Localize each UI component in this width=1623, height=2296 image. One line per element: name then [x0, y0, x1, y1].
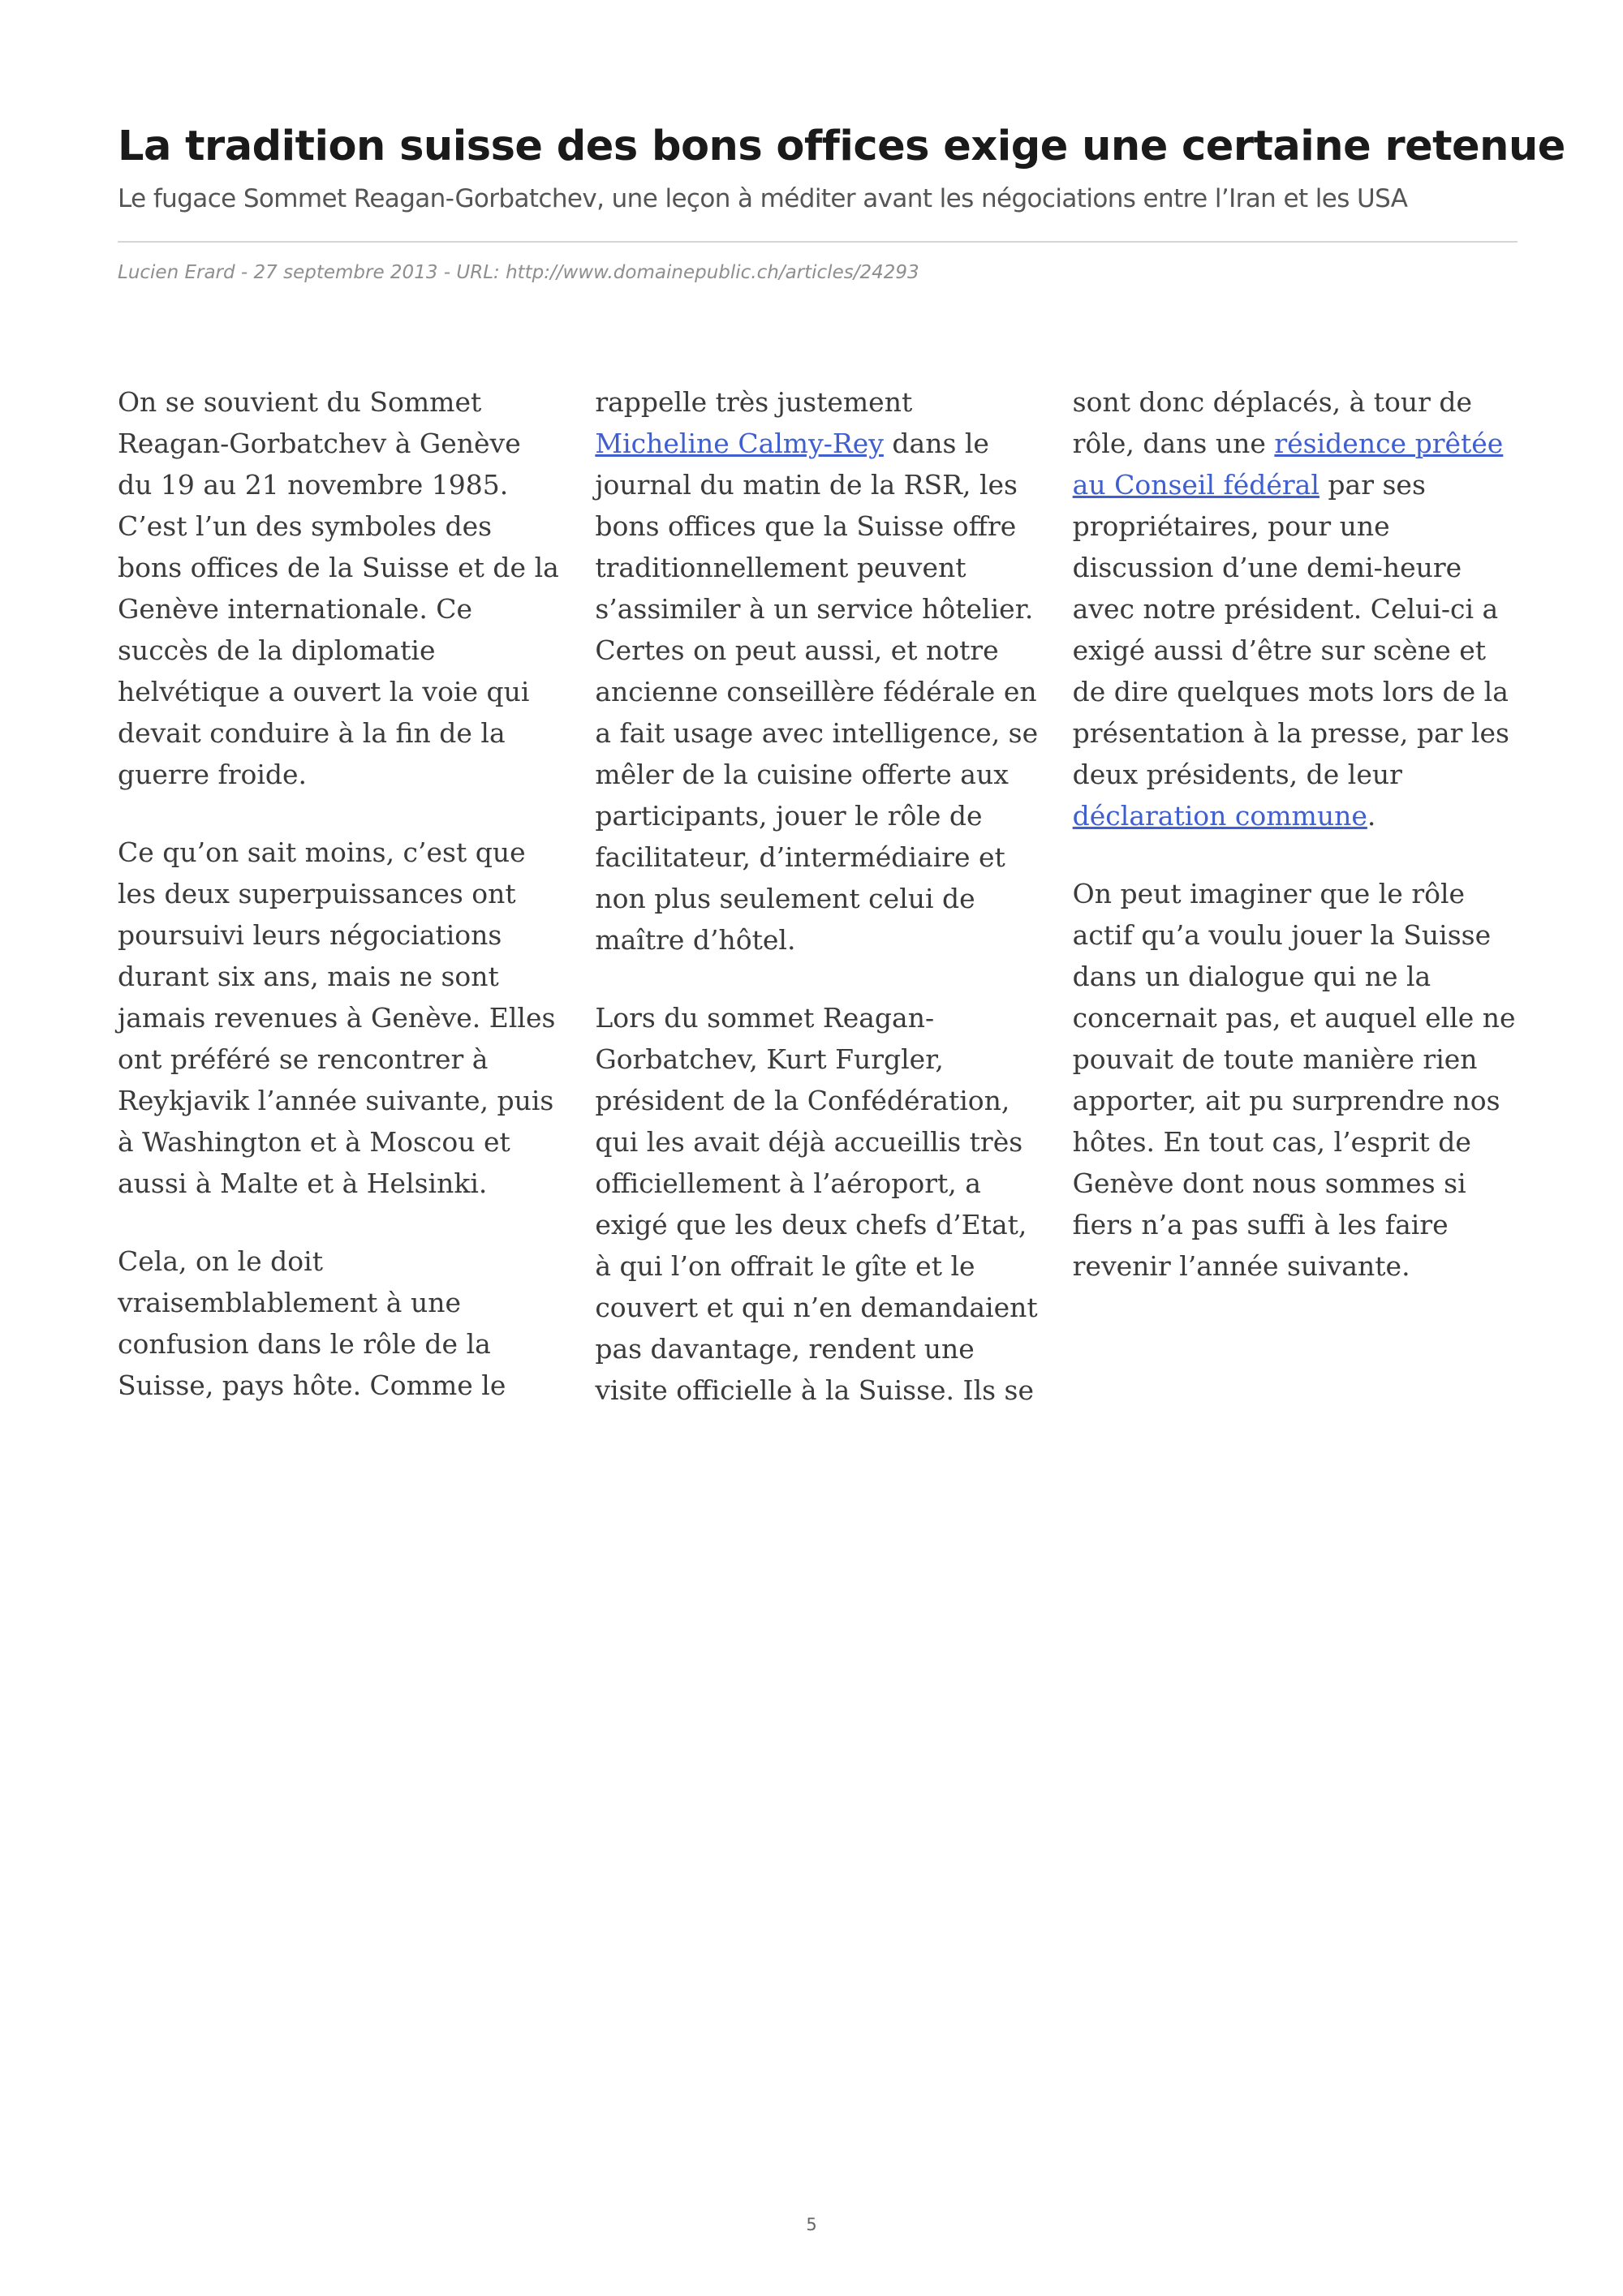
paragraph-2: Ce qu’on sait moins, c’est que les deux superpuissances ont poursuivi leurs négociations durant six ans, mais ne sont jamais revenues à Genève. Elles ont préféré se rencontrer à Reykjavik l’année suivante, puis à Washington et à Moscou et aussi à Malte et à Helsinki.	[118, 836, 556, 1199]
article-subtitle: Le fugace Sommet Reagan-Gorbatchev, une leçon à méditer avant les négociations entre l’Iran et les USA	[118, 184, 1408, 214]
paragraph-4-text-a: Lors du sommet Reagan-Gorbatchev, Kurt Furgler, président de la Confédération, qui les avait déjà accueillis très officiellement à l’aéroport, a exigé que les deux chefs d’Etat, à qui l’on offrait le gîte et le couvert et qui n’en demandaient pas davantage, rendent une visite officielle à la Suisse. Ils se sont donc déplacés, à tour de rôle, dans une	[595, 386, 1473, 1406]
article	[118, 122, 1565, 1406]
article-meta: Lucien Erard - 27 septembre 2013 - URL: http://www.domainepublic.ch/articles/24293	[118, 262, 919, 284]
paragraph-1: On se souvient du Sommet Reagan-Gorbatchev à Genève du 19 au 21 novembre 1985. C’est l’un des symboles des bons offices de la Suisse et de la Genève internationale. Ce succès de la diplomatie helvétique a ouvert la voie qui devait conduire à la fin de la guerre froide.	[118, 386, 559, 790]
link-declaration-commune[interactable]: déclaration commune	[1072, 800, 1367, 832]
link-calmy-rey[interactable]: Micheline Calmy-Rey	[595, 428, 884, 459]
header-divider	[118, 241, 1518, 243]
paragraph-3-text-b: dans le journal du matin de la RSR, les bons offices que la Suisse offre traditionnellement peuvent s’assimiler à un service hôtelier. Certes on peut aussi, et notre ancienne conseillère fédérale en a fait usage avec intelligence, se mêler de la cuisine offerte aux participants, jouer le rôle de facilitateur, d’intermédiaire et non plus seulement celui de maître d’hôtel.	[595, 428, 1039, 956]
paragraph-5: On peut imaginer que le rôle actif qu’a voulu jouer la Suisse dans un dialogue qui ne la concernait pas, et auquel elle ne pouvait de toute manière rien apporter, ait pu surprendre nos hôtes. En tout cas, l’esprit de Genève dont nous sommes si fiers n’a pas suffi à les faire revenir l’année suivante.	[1072, 878, 1516, 1282]
paragraph-4-text-c: .	[1367, 800, 1376, 832]
article-title: La tradition suisse des bons offices exige une certaine retenue	[118, 123, 1565, 170]
paragraph-3-text-a: Cela, on le doit vraisemblablement à une confusion dans le rôle de la Suisse, pays hôte. Comme le rappelle très justement	[118, 386, 913, 1401]
page-number: 5	[806, 2215, 817, 2234]
article-body	[118, 381, 1518, 1412]
link-residence[interactable]: résidence prêtée au Conseil fédéral	[1072, 428, 1504, 501]
paragraph-4-text-b: par ses propriétaires, pour une discussion d’une demi-heure avec notre président. Celui-ci a exigé aussi d’être sur scène et de dire quelques mots lors de la présentation à la presse, par les deux présidents, de leur	[1072, 469, 1509, 790]
